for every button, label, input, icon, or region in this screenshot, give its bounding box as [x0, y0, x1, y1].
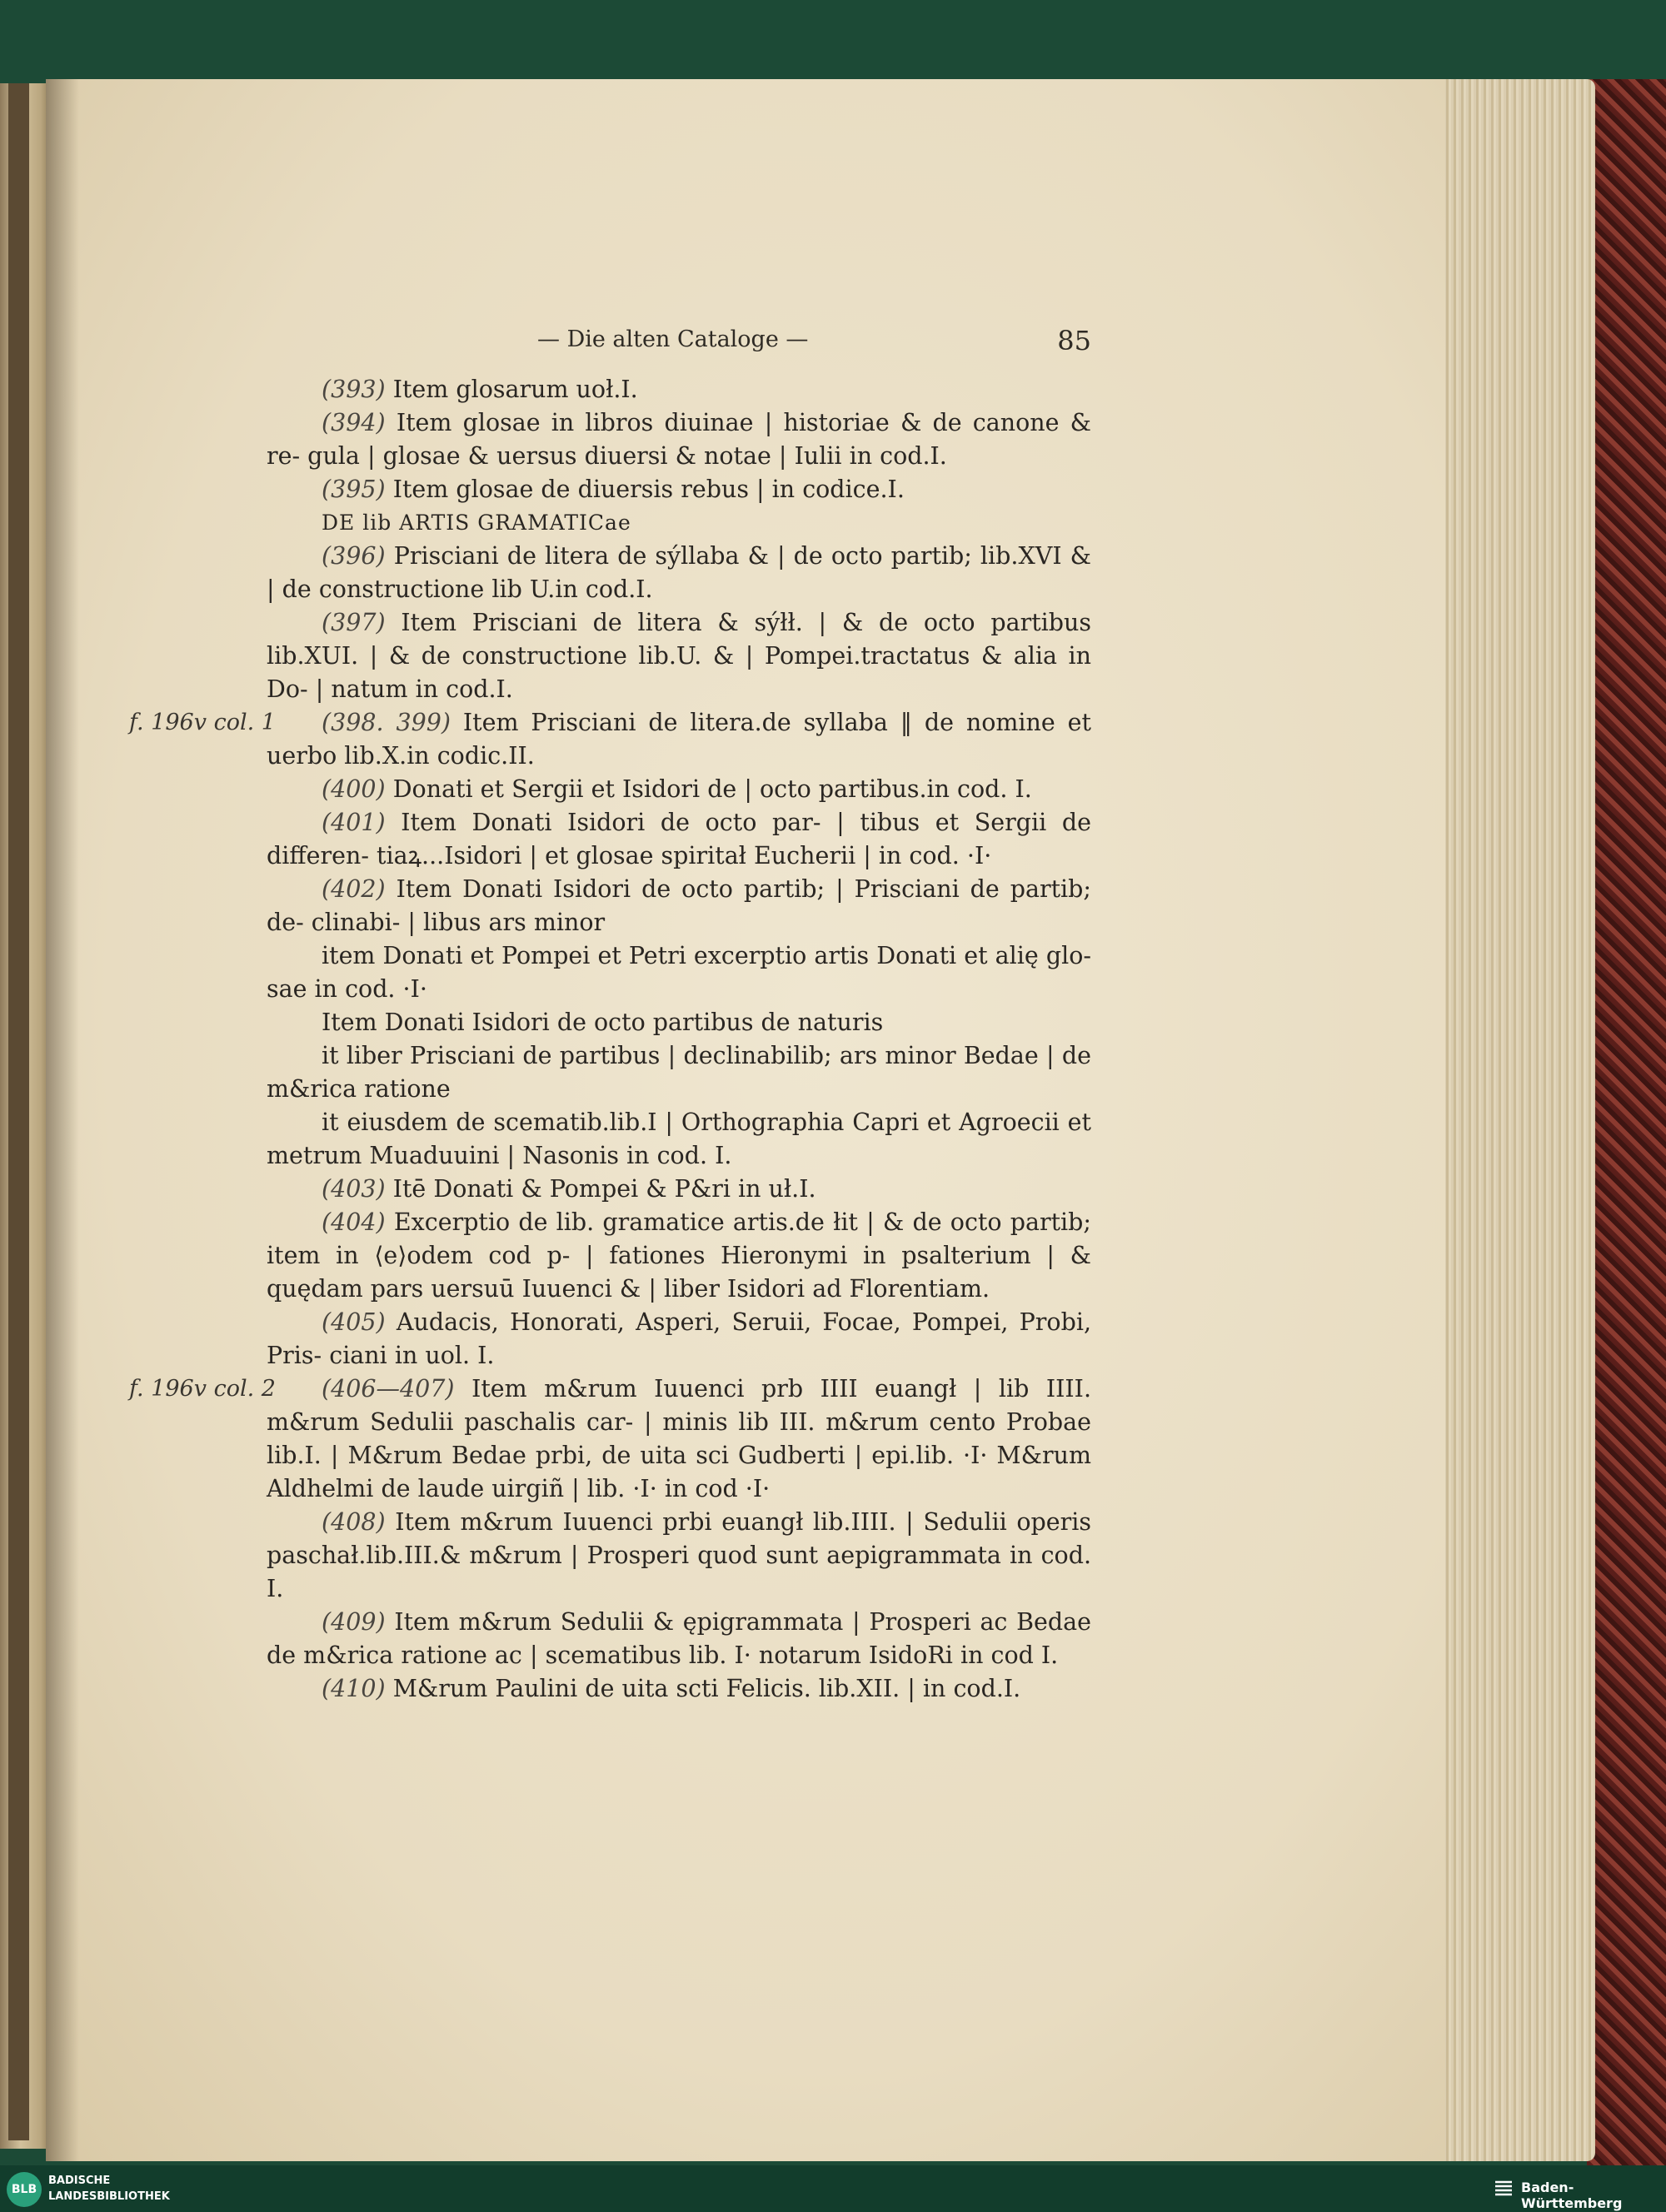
page-number: 85 [1057, 325, 1091, 356]
folio-margin-note: f. 196v col. 1 [129, 710, 276, 735]
catalogue-entry [267, 1039, 1091, 1106]
bw-name[interactable]: Baden-Württemberg [1521, 2180, 1623, 2211]
catalogue-entry [129, 1373, 1092, 1506]
entry-number: (410) [322, 1675, 386, 1702]
blb-name-line1: BADISCHE [48, 2175, 111, 2187]
catalogue-entry [129, 706, 1091, 773]
entry-text: Excerptio de lib. gramatice artis.de łit | & de octo partib; item in ⟨e⟩odem cod p- | fationes Hieronymi in psalterium | & quędam pars uersuū Iuuenci & | liber Isidori ad Florentiam. [267, 1208, 1092, 1303]
catalogue-entry [267, 873, 1091, 939]
entry-text: Itē Donati & Pompei & P&ri in uł.I. [392, 1175, 816, 1203]
catalogue-entry [267, 406, 1091, 473]
catalogue-entry [267, 473, 1091, 506]
entry-text: Prisciani de litera de sýllaba & | de octo partib; lib.XVI & | de constructione lib U.in cod.I. [267, 542, 1092, 603]
blb-logo[interactable]: BLB [7, 2172, 42, 2207]
binding-shadow [8, 83, 29, 2140]
entry-number: (397) [322, 609, 386, 636]
catalogue-entry [267, 1606, 1091, 1672]
header-title: — Die alten Cataloge — [537, 326, 809, 352]
catalogue-entry [267, 1106, 1091, 1173]
entry-number: (405) [322, 1308, 386, 1336]
catalogue-entry [267, 1306, 1091, 1373]
folio-margin-note: f. 196v col. 2 [129, 1376, 276, 1402]
entry-text: Item Donati Isidori de octo par- | tibus et Sergii de differen- tiaꝝ...Isidori | et glosae spiritał Eucherii | in cod. ·I· [267, 809, 1091, 869]
entry-number: (406—407) [322, 1375, 455, 1402]
entry-text: it eiusdem de scematib.lib.I | Orthographia Capri et Agroecii et metrum Muaduuini | Nasonis in cod. I. [267, 1108, 1091, 1169]
catalogue-entry [267, 1206, 1091, 1306]
catalogue-entry [267, 540, 1091, 606]
entry-text: M&rum Paulini de uita scti Felicis. lib.XII. | in cod.I. [392, 1675, 1021, 1702]
section-heading: DE lib ARTIS GRAMATICae [322, 511, 631, 535]
entry-number: (393) [322, 376, 386, 403]
entry-text: Audacis, Honorati, Asperi, Seruii, Focae, Pompei, Probi, Pris- ciani in uol. I. [267, 1308, 1092, 1369]
entry-text: Item glosarum uoł.I. [392, 376, 638, 403]
blb-name[interactable] [48, 2173, 170, 2205]
entry-number: (394) [322, 409, 386, 436]
catalogue-entry [267, 939, 1091, 1006]
catalogue-entry [267, 1173, 1091, 1206]
entry-text: Item Prisciani de litera & sýłł. | & de octo partibus lib.XUI. | & de constructione lib.U. & | Pompei.tractatus & alia in Do- | natum in cod.I. [267, 609, 1092, 703]
entry-text: item Donati et Pompei et Petri excerptio artis Donati et alię glo- sae in cod. ·I· [267, 942, 1091, 1003]
catalogue-entry [267, 373, 1091, 406]
entry-number: (400) [322, 775, 386, 803]
entry-text: Item Prisciani de litera.de syllaba ‖ de nomine et uerbo lib.X.in codic.II. [267, 709, 1091, 770]
entry-text: Item m&rum Sedulii & ępigrammata | Prosperi ac Bedae de m&rica ratione ac | scematibus lib. I· notarum IsidoRi in cod I. [267, 1608, 1091, 1669]
entry-text: Item glosae in libros diuinae | historiae & de canone & re- gula | glosae & uersus diuersi & notae | Iulii in cod.I. [267, 409, 1091, 470]
catalogue-entry [267, 1006, 1091, 1039]
bw-lion-icon [1493, 2178, 1514, 2200]
entry-text: Item m&rum Iuuenci prb IIII euangł | lib IIII. m&rum Sedulii paschalis car- | minis lib III. m&rum cento Probae lib.I. | M&rum Bedae prbi, de uita sci Gudberti | epi.lib. ·I· M&rum Aldhelmi de laude uirgiñ | lib. ·I· in cod ·I· [267, 1375, 1092, 1502]
entry-text: Item m&rum Iuuenci prbi euangł lib.IIII. | Sedulii operis paschał.lib.III.& m&rum | Prosperi quod sunt aepigrammata in cod. I. [267, 1508, 1091, 1602]
entry-text: Item Donati Isidori de octo partib; | Prisciani de partib; de- clinabi- | libus ars minor [267, 875, 1091, 936]
catalogue-entry [267, 806, 1091, 873]
entry-number: (395) [322, 476, 386, 503]
catalogue-entry [267, 773, 1091, 806]
catalogue-entry [267, 1506, 1091, 1606]
book-cover-edge [1587, 79, 1666, 2165]
entry-text: Item glosae de diuersis rebus | in codice.I. [392, 476, 905, 503]
page-block-edge [1429, 79, 1595, 2161]
catalogue-entry [267, 1672, 1091, 1706]
entry-text: Item Donati Isidori de octo partibus de naturis [322, 1009, 884, 1036]
entry-text: it liber Prisciani de partibus | declinabilib; ars minor Bedae | de m&rica ratione [267, 1042, 1091, 1103]
footer-bar [0, 2165, 1666, 2212]
page-gutter-shadow [46, 79, 79, 2161]
entry-number: (408) [322, 1508, 386, 1536]
running-header [267, 326, 1091, 360]
catalogue-text [129, 373, 1092, 1706]
entry-number: (401) [322, 809, 386, 836]
entry-number: (396) [322, 542, 386, 570]
entry-text: Donati et Sergii et Isidori de | octo partibus.in cod. I. [392, 775, 1032, 803]
entry-number: (403) [322, 1175, 386, 1203]
entry-number: (404) [322, 1208, 386, 1236]
entry-number: (402) [322, 875, 386, 903]
entry-number: (409) [322, 1608, 386, 1636]
entry-number: (398. 399) [322, 709, 451, 736]
catalogue-entry [267, 606, 1091, 706]
blb-name-line2: LANDESBIBLIOTHEK [48, 2190, 170, 2203]
